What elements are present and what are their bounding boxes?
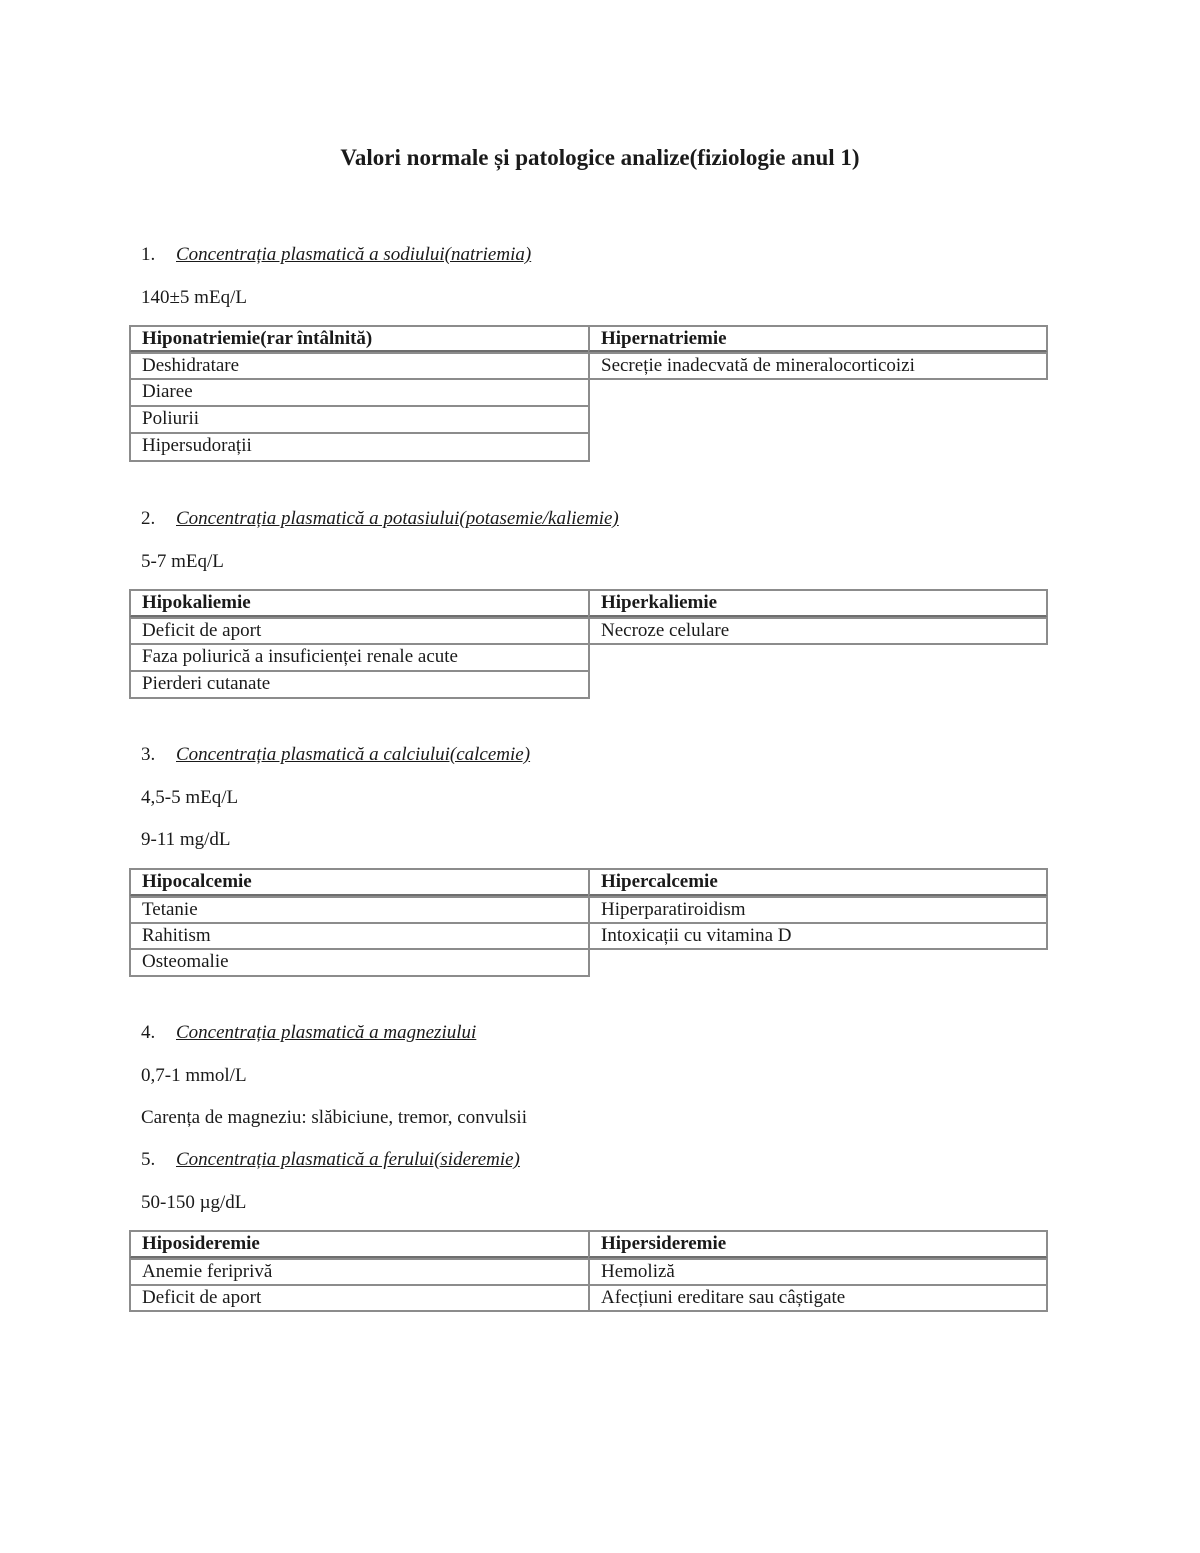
table-header-cell: Hiposideremie: [129, 1230, 590, 1260]
section-title: Concentrația plasmatică a magneziului: [176, 1022, 477, 1043]
section-heading-calcium: [141, 743, 530, 767]
table-cell: Diaree: [129, 378, 590, 407]
table-header-cell: Hiperkaliemie: [588, 589, 1048, 619]
table-header-cell: Hipersideremie: [588, 1230, 1048, 1260]
table-cell: Tetanie: [129, 896, 590, 924]
table-cell: Poliurii: [129, 405, 590, 434]
section-number: 2.: [141, 508, 156, 529]
table-cell: Rahitism: [129, 922, 590, 950]
table-header-cell: Hiponatriemie(rar întâlnită): [129, 325, 590, 354]
section-heading-potassium: [141, 507, 619, 531]
section-heading-sodium: [141, 243, 531, 267]
document-title: Valori normale și patologice analize(fiziologie anul 1): [340, 145, 860, 170]
normal-value: 140±5 mEq/L: [141, 287, 247, 308]
table-header-cell: Hipocalcemie: [129, 868, 590, 898]
section-title: Concentrația plasmatică a ferului(sideremie): [176, 1149, 520, 1170]
table-cell: Hiperparatiroidism: [588, 896, 1048, 924]
table-cell: Necroze celulare: [588, 617, 1048, 645]
table-header-cell: Hipernatriemie: [588, 325, 1048, 354]
section-number: 5.: [141, 1149, 156, 1170]
table-cell: Deficit de aport: [129, 617, 590, 645]
normal-value: 0,7-1 mmol/L: [141, 1065, 247, 1086]
table-cell: Anemie feriprivă: [129, 1258, 590, 1286]
table-header-cell: Hipercalcemie: [588, 868, 1048, 898]
section-number: 3.: [141, 744, 156, 765]
section-title: Concentrația plasmatică a sodiului(natriemia): [176, 244, 532, 265]
section-number: 4.: [141, 1022, 156, 1043]
deficiency-note: Carența de magneziu: slăbiciune, tremor, convulsii: [141, 1107, 527, 1128]
section-heading-iron: [141, 1148, 520, 1172]
table-header-cell: Hipokaliemie: [129, 589, 590, 619]
section-number: 1.: [141, 244, 156, 265]
table-cell: Deficit de aport: [129, 1284, 590, 1312]
table-cell: Intoxicații cu vitamina D: [588, 922, 1048, 950]
table-cell: Pierderi cutanate: [129, 670, 590, 699]
section-title: Concentrația plasmatică a calciului(calcemie): [176, 744, 531, 765]
table-cell: Osteomalie: [129, 948, 590, 977]
section-heading-magnesium: [141, 1021, 476, 1045]
normal-value: 5-7 mEq/L: [141, 551, 224, 572]
section-title: Concentrația plasmatică a potasiului(potasemie/kaliemie): [176, 508, 619, 529]
table-cell: Deshidratare: [129, 352, 590, 380]
table-cell: Afecțiuni ereditare sau câștigate: [588, 1284, 1048, 1312]
normal-value: 50-150 µg/dL: [141, 1192, 247, 1213]
normal-value: 4,5-5 mEq/L: [141, 787, 239, 808]
table-cell: Secreție inadecvată de mineralocorticoizi: [588, 352, 1048, 380]
table-cell: Hemoliză: [588, 1258, 1048, 1286]
normal-value: 9-11 mg/dL: [141, 829, 231, 850]
table-cell: Faza poliurică a insuficienței renale acute: [129, 643, 590, 672]
table-cell: Hipersudorații: [129, 432, 590, 462]
